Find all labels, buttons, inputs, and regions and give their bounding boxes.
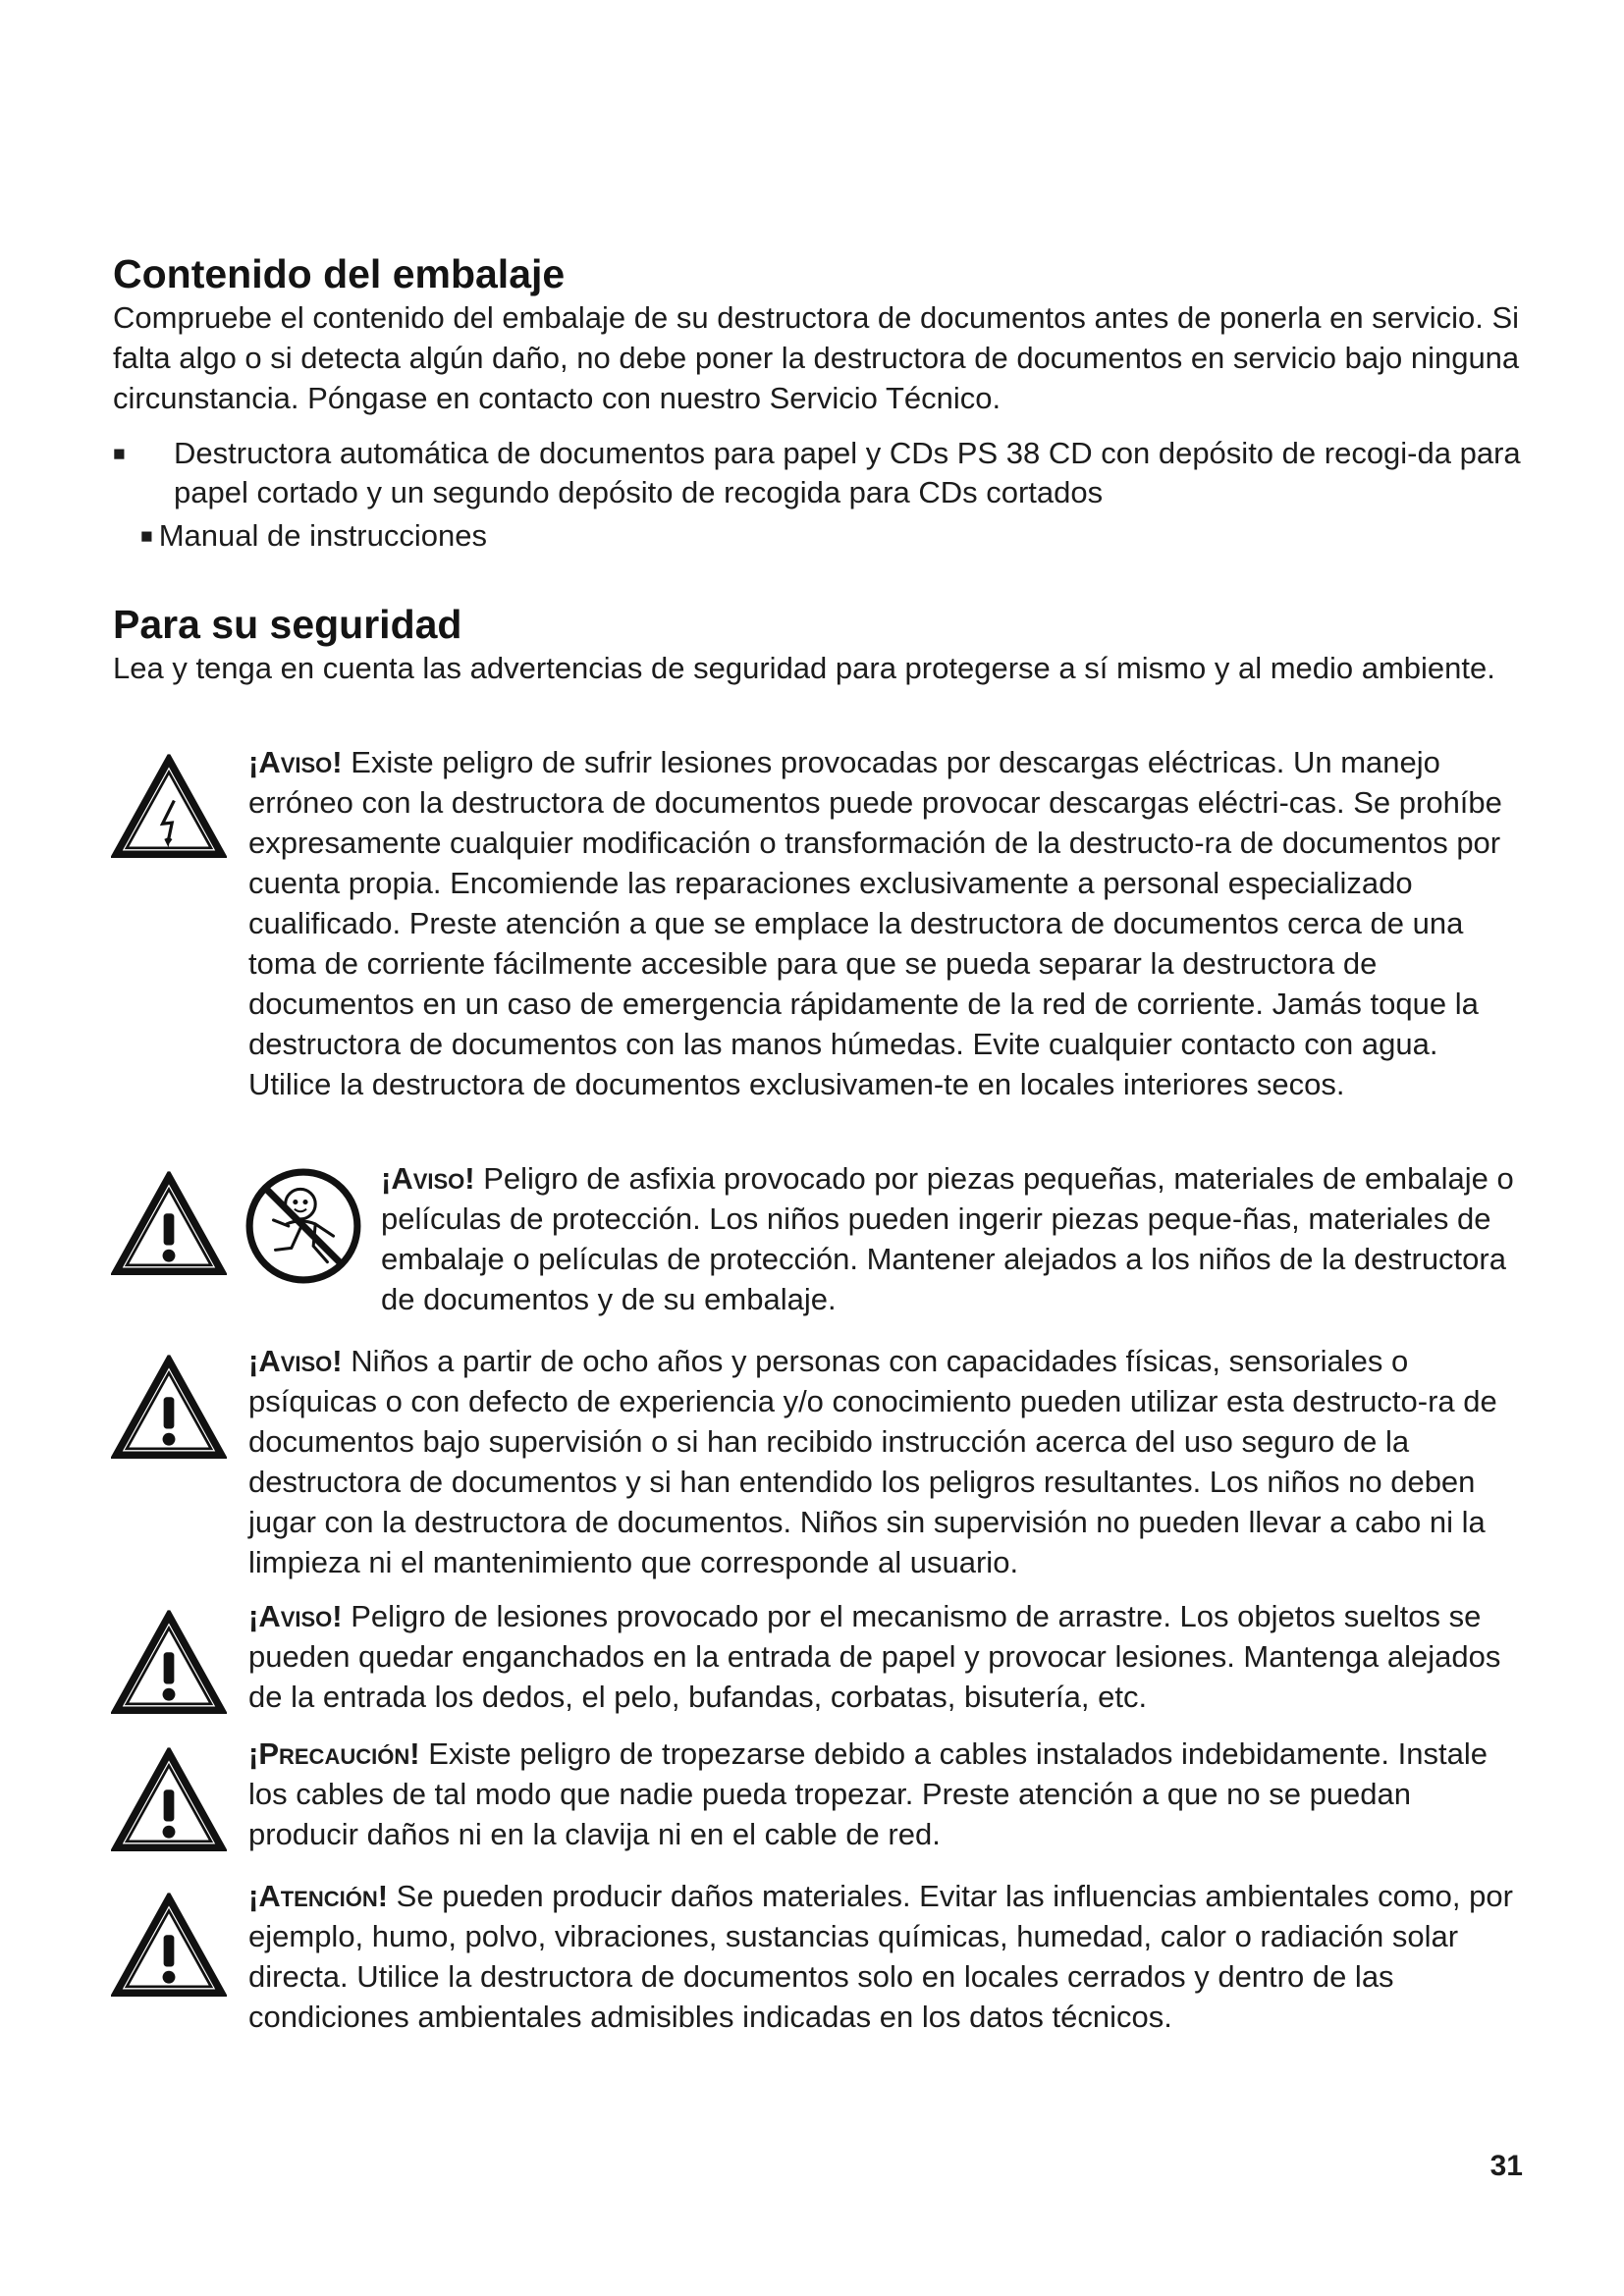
warning-text: Niños a partir de ocho años y personas con capacidades físicas, sensoriales o psíquicas o con defecto de experiencia y/o conocimiento pueden utilizar esta destructo-ra de documentos bajo supervisión o si han recibido instrucción acerca del uso seguro de la destructora de documentos y si han entendido los peligros resultantes. Los niños no deben jugar con la destructora de documentos. Niños sin supervisión no pueden llevar a cabo ni la limpieza ni el mantenimiento que corresponde al usuario. <box>248 1344 1497 1579</box>
warning-text: Peligro de asfixia provocado por piezas pequeñas, materiales de embalaje o películas de protección. Los niños pueden ingerir piezas peque-ñas, materiales de embalaje o películas de protección. Mantener alejados a los niños de la destructora de documentos y de su embalaje. <box>381 1161 1514 1316</box>
warning-electric-shock <box>248 742 1525 1104</box>
no-small-parts-icon <box>244 1166 363 1286</box>
list-item <box>113 516 1527 557</box>
section-heading-package-contents: Contenido del embalaje <box>113 251 566 296</box>
warning-icon <box>111 1893 227 1999</box>
warning-icon <box>111 1171 227 1277</box>
warning-icon <box>111 1355 227 1461</box>
package-contents-intro: Compruebe el contenido del embalaje de su destructora de documentos antes de ponerla en servicio. Si falta algo o si detecta algún daño, no debe poner la destructora de documentos en servicio bajo ninguna circunstancia. Póngase en contacto con nuestro Servicio Técnico. <box>113 300 1520 415</box>
warning-keyword: ¡Aviso! <box>248 745 343 779</box>
warning-text: Peligro de lesiones provocado por el mecanismo de arrastre. Los objetos sueltos se pueden quedar enganchados en la entrada de papel y provocar lesiones. Mantenga alejados de la entrada los dedos, el pelo, bufandas, corbatas, bisutería, etc. <box>248 1599 1501 1714</box>
bullet-square-icon: ■ <box>140 525 153 548</box>
safety-intro: Lea y tenga en cuenta las advertencias de seguridad para protegerse a sí mismo y al medio ambiente. <box>113 651 1495 685</box>
section-package-contents <box>113 250 1527 418</box>
warning-keyword: ¡Precaución! <box>248 1736 420 1771</box>
warning-icon <box>111 1610 227 1716</box>
list-item <box>113 434 1527 512</box>
page-number: 31 <box>1489 2150 1523 2182</box>
section-safety <box>113 601 1527 688</box>
warning-keyword: ¡Atención! <box>248 1879 389 1913</box>
electric-hazard-icon <box>111 754 227 860</box>
warning-keyword: ¡Aviso! <box>248 1599 343 1633</box>
section-heading-safety: Para su seguridad <box>113 602 462 647</box>
package-contents-list <box>113 434 1527 557</box>
list-item-text: Manual de instrucciones <box>158 518 487 553</box>
warning-tripping <box>248 1734 1525 1854</box>
warning-keyword: ¡Aviso! <box>381 1161 475 1196</box>
warning-text: Existe peligro de tropezarse debido a cables instalados indebidamente. Instale los cables de tal modo que nadie pueda tropezar. Preste atención a que no se puedan producir daños ni en la clavija ni en el cable de red. <box>248 1736 1488 1851</box>
warning-text: Existe peligro de sufrir lesiones provocadas por descargas eléctricas. Un manejo erróneo con la destructora de documentos puede provocar descargas eléctri-cas. Se prohíbe expresamente cualquier modificación o transformación de la destructo-ra de documentos por cuenta propia. Encomiende las reparaciones exclusivamente a personal especializado cualificado. Preste atención a que se emplace la destructora de documentos cerca de una toma de corriente fácilmente accesible para que se pueda separar la destructora de documentos en un caso de emergencia rápidamente de la red de corriente. Jamás toque la destructora de documentos con las manos húmedas. Evite cualquier contacto con agua. Utilice la destructora de documentos exclusivamen-te en locales interiores secos. <box>248 745 1502 1101</box>
list-item-text: Destructora automática de documentos para papel y CDs PS 38 CD con depósito de recogi-da para papel cortado y un segundo depósito de recogida para CDs cortados <box>174 436 1521 509</box>
warning-feed-mechanism <box>248 1596 1525 1717</box>
warning-material-damage <box>248 1876 1525 2037</box>
warning-icon <box>111 1747 227 1853</box>
warning-suffocation <box>381 1158 1525 1319</box>
warning-keyword: ¡Aviso! <box>248 1344 343 1378</box>
warning-text: Se pueden producir daños materiales. Evitar las influencias ambientales como, por ejemplo, humo, polvo, vibraciones, sustancias químicas, humedad, calor o radiación solar directa. Utilice la destructora de documentos solo en locales cerrados y dentro de las condiciones ambientales admisibles indicadas en los datos técnicos. <box>248 1879 1513 2034</box>
bullet-square-icon: ■ <box>113 443 126 465</box>
warning-children <box>248 1341 1525 1582</box>
